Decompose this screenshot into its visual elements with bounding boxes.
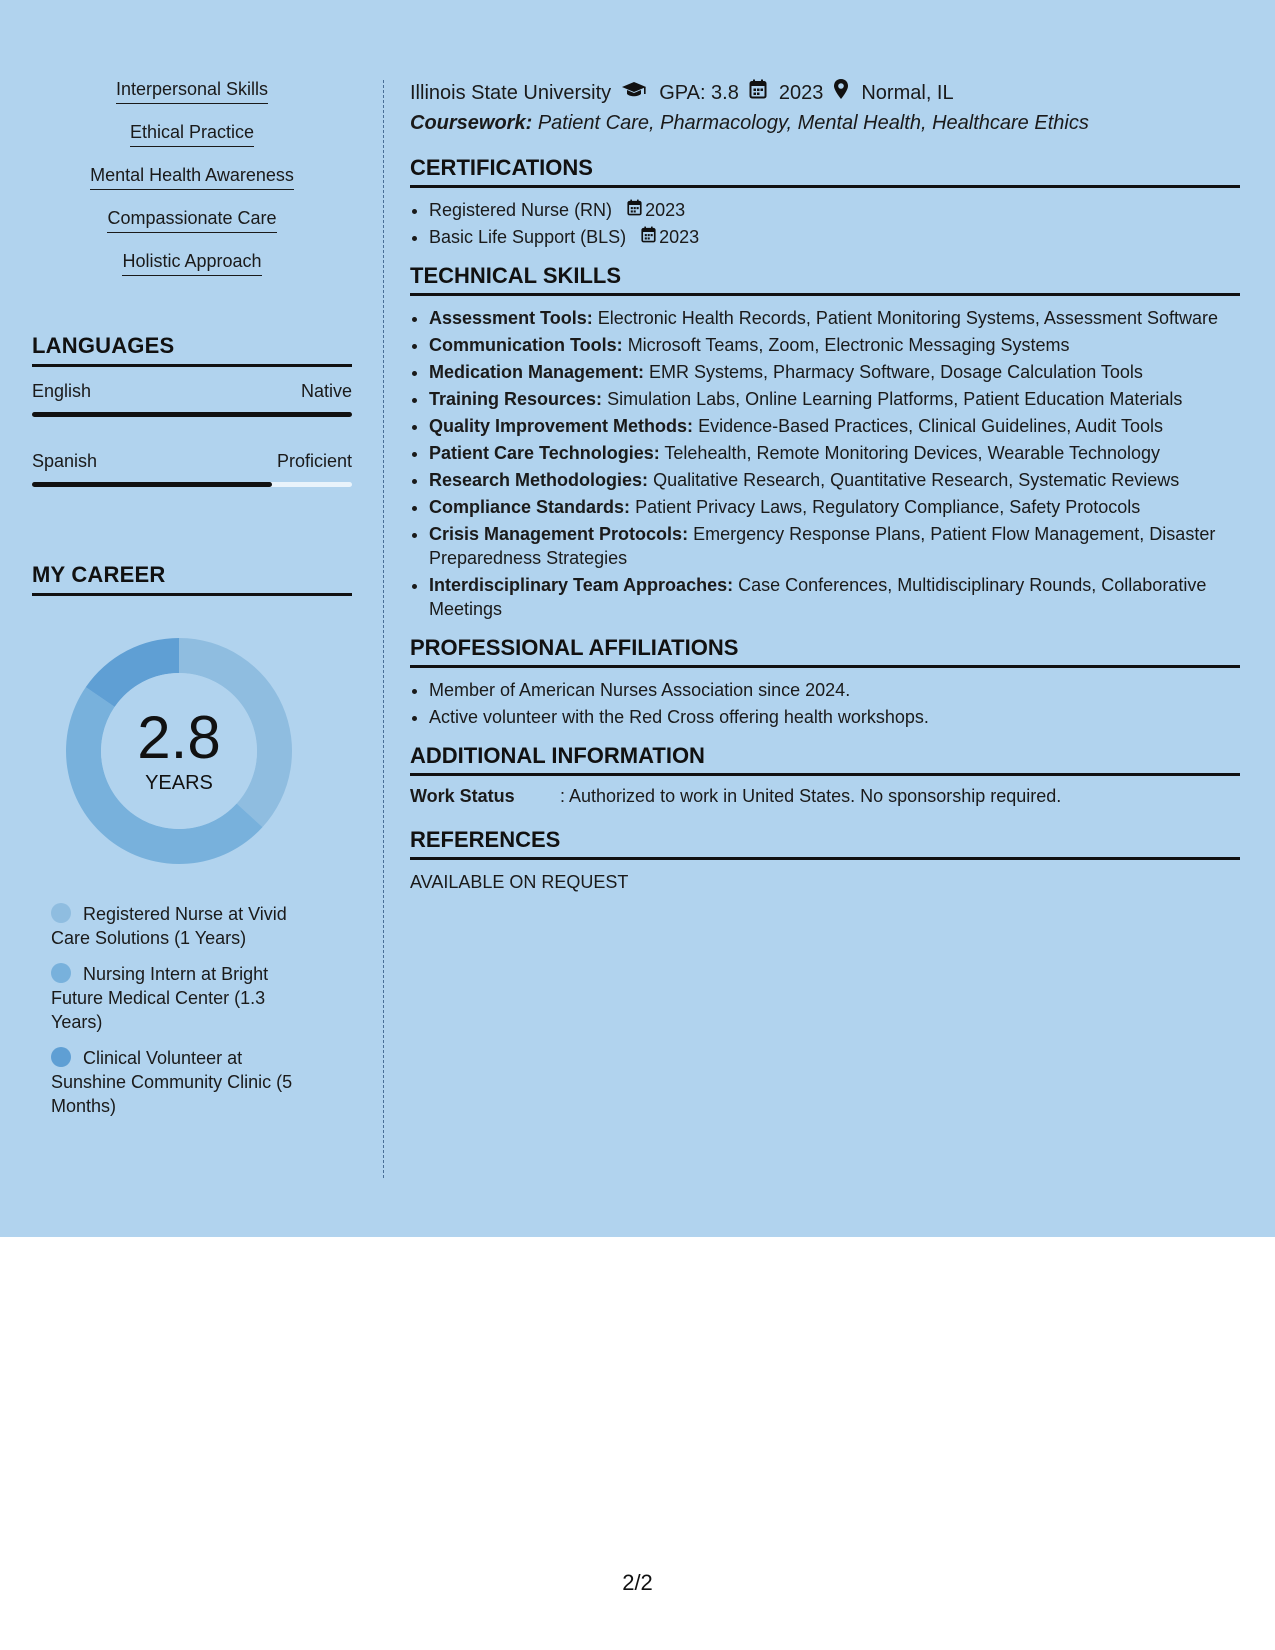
legend-dot-icon [51, 1047, 71, 1067]
skill-detail: Qualitative Research, Quantitative Research, Systematic Reviews [653, 470, 1180, 490]
career-donut-chart [64, 636, 294, 866]
skill-detail: Emergency Response Plans, Patient Flow Management, Disaster Preparedness Strategies [429, 524, 1216, 568]
additional-info-section [410, 743, 1240, 807]
skill-detail: Patient Privacy Laws, Regulatory Compliance, Safety Protocols [635, 497, 1141, 517]
language-bar-fill [32, 482, 272, 487]
skill-category: Training Resources: [429, 389, 603, 409]
certification-name: Registered Nurse (RN) [429, 200, 613, 220]
legend-dot-icon [51, 963, 71, 983]
skill-item: Holistic Approach [122, 250, 261, 276]
certification-date [641, 225, 699, 249]
skill-item: Ethical Practice [130, 121, 254, 147]
language-bar [32, 482, 352, 487]
donut-center [64, 636, 294, 866]
skills-list [32, 78, 352, 293]
certifications-title: CERTIFICATIONS [410, 155, 1240, 188]
certifications-section [410, 155, 1240, 249]
education-line [410, 78, 1240, 107]
certification-date [627, 198, 685, 222]
legend-item [51, 1046, 321, 1118]
skill-category: Research Methodologies: [429, 470, 649, 490]
languages-section [32, 333, 352, 487]
technical-skill-item [429, 573, 1240, 621]
career-total-value: 2.8 [137, 703, 221, 771]
references-text: AVAILABLE ON REQUEST [410, 872, 629, 892]
technical-skills-section [410, 263, 1240, 621]
skill-category: Patient Care Technologies: [429, 443, 660, 463]
skill-detail: Case Conferences, Multidisciplinary Rounds, Collaborative Meetings [429, 575, 1207, 619]
work-status-label: Work Status [410, 786, 515, 806]
references-title: REFERENCES [410, 827, 1240, 860]
language-level: Proficient [276, 451, 352, 471]
legend-item [51, 902, 321, 950]
language-row [32, 381, 352, 402]
affiliation-item: • Member of American Nurses Association since 2024. [429, 678, 1240, 702]
skill-detail: EMR Systems, Pharmacy Software, Dosage Calculation Tools [649, 362, 1143, 382]
technical-skill-item [429, 387, 1240, 411]
map-pin-icon [833, 78, 849, 107]
skill-category: Interdisciplinary Team Approaches: [429, 575, 734, 595]
language-bar-fill [32, 412, 352, 417]
coursework-label: Coursework: [410, 112, 533, 134]
skill-detail: Telehealth, Remote Monitoring Devices, Wearable Technology [664, 443, 1161, 463]
right-column [410, 78, 1240, 893]
technical-skill-item [429, 441, 1240, 465]
technical-skill-item [429, 333, 1240, 357]
coursework-text: Patient Care, Pharmacology, Mental Health, Healthcare Ethics [537, 112, 1089, 134]
skill-category: Medication Management: [429, 362, 645, 382]
languages-title: LANGUAGES [32, 333, 352, 367]
graduation-cap-icon [621, 80, 647, 106]
career-title: MY CAREER [32, 562, 352, 596]
work-status-value: : Authorized to work in United States. No sponsorship required. [560, 786, 1062, 806]
references-section [410, 827, 1240, 893]
technical-skill-item [429, 495, 1240, 519]
legend-item [51, 962, 321, 1034]
skill-item: Compassionate Care [107, 207, 276, 233]
language-row [32, 451, 352, 472]
skill-category: Compliance Standards: [429, 497, 631, 517]
affiliation-item: • Active volunteer with the Red Cross offering health workshops. [429, 705, 1240, 729]
technical-skill-item [429, 468, 1240, 492]
certification-item [429, 225, 1240, 249]
certifications-list [410, 198, 1240, 249]
language-name: English [32, 381, 92, 401]
legend-dot-icon [51, 903, 71, 923]
technical-skill-item [429, 360, 1240, 384]
skill-detail: Electronic Health Records, Patient Monitoring Systems, Assessment Software [597, 308, 1218, 328]
skill-category: Assessment Tools: [429, 308, 593, 328]
work-status-row [410, 786, 1240, 807]
skill-category: Quality Improvement Methods: [429, 416, 694, 436]
legend-label: Nursing Intern at Bright Future Medical Center (1.3 Years) [51, 964, 269, 1032]
certification-year: 2023 [659, 227, 700, 247]
school-name: Illinois State University [410, 81, 612, 104]
technical-skill-item [429, 306, 1240, 330]
certification-year: 2023 [645, 200, 686, 220]
technical-skill-item [429, 522, 1240, 570]
technical-skills-title: TECHNICAL SKILLS [410, 263, 1240, 296]
page-number: 2/2 [622, 1570, 653, 1595]
technical-skills-list [410, 306, 1240, 621]
language-level: Native [300, 381, 352, 401]
certification-name: Basic Life Support (BLS) [429, 227, 627, 247]
affiliations-list [410, 678, 1240, 729]
skill-category: Crisis Management Protocols: [429, 524, 689, 544]
column-divider [383, 80, 384, 1178]
graduation-year: 2023 [778, 81, 824, 104]
affiliations-title: PROFESSIONAL AFFILIATIONS [410, 635, 1240, 668]
school-location: Normal, IL [861, 81, 954, 104]
calendar-icon [749, 79, 767, 106]
legend-label: Clinical Volunteer at Sunshine Community Clinic (5 Months) [51, 1048, 293, 1116]
career-legend [51, 902, 321, 1118]
legend-label: Registered Nurse at Vivid Care Solutions (1 Years) [51, 904, 287, 948]
calendar-icon [641, 225, 656, 249]
additional-info-title: ADDITIONAL INFORMATION [410, 743, 1240, 776]
language-name: Spanish [32, 451, 98, 471]
skill-detail: Microsoft Teams, Zoom, Electronic Messaging Systems [627, 335, 1070, 355]
left-column [32, 78, 352, 1130]
career-total-unit: YEARS [145, 771, 213, 794]
language-bar [32, 412, 352, 417]
skill-category: Communication Tools: [429, 335, 623, 355]
skill-item: Interpersonal Skills [116, 78, 268, 104]
career-section [32, 562, 352, 1118]
certification-item [429, 198, 1240, 222]
gpa: GPA: 3.8 [659, 81, 739, 104]
skill-item: Mental Health Awareness [90, 164, 294, 190]
coursework [410, 112, 1240, 135]
calendar-icon [627, 198, 642, 222]
skill-detail: Evidence-Based Practices, Clinical Guidelines, Audit Tools [698, 416, 1163, 436]
technical-skill-item [429, 414, 1240, 438]
affiliations-section [410, 635, 1240, 729]
skill-detail: Simulation Labs, Online Learning Platforms, Patient Education Materials [607, 389, 1183, 409]
